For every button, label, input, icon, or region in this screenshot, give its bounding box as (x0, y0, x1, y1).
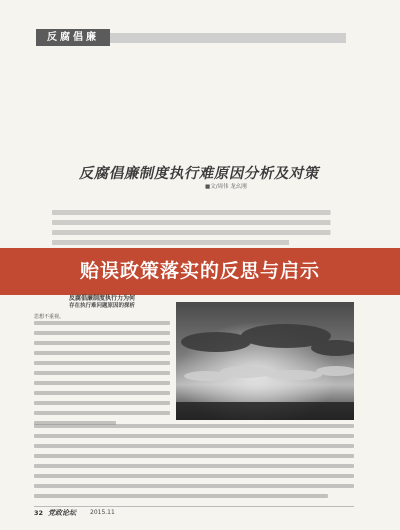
body-text-line (34, 444, 354, 448)
abstract-text-line (52, 210, 342, 215)
abstract-text-line (52, 240, 299, 245)
article-title: 反腐倡廉制度执行难原因分析及对策 (77, 165, 322, 182)
abstract-block (52, 210, 342, 250)
body-text-line (34, 484, 354, 488)
column-text-line (34, 341, 170, 345)
headline-banner (0, 248, 400, 295)
column-text-line (34, 321, 170, 325)
body-text-line (34, 494, 328, 498)
column-text-line (34, 401, 170, 405)
column-text-line (34, 371, 170, 375)
column-subhead: 反腐倡廉制度执行力为何 (68, 295, 135, 302)
body-text-line (34, 454, 354, 458)
column-text-line (34, 351, 170, 355)
byline: ■文/周伟 龙幺刚 (205, 184, 247, 190)
left-text-column (34, 295, 170, 431)
headline-banner-text: 贻误政策落实的反思与启示 (79, 260, 320, 282)
issue-number: 2015.11 (90, 509, 115, 516)
column-subhead-secondary: 存在执行难问题原因的探析 (68, 303, 135, 309)
abstract-text-line (52, 230, 342, 235)
section-tag: 反腐倡廉 (36, 29, 110, 46)
column-first-line: 思想不重视。 (34, 314, 65, 320)
column-text-line (34, 381, 170, 385)
abstract-text-line (52, 220, 342, 225)
bottom-text-block (34, 424, 354, 504)
column-text-line (34, 331, 170, 335)
column-text-line (34, 391, 170, 395)
sky-photo (176, 302, 354, 420)
body-text-line (34, 474, 354, 478)
page-footer (34, 506, 354, 518)
column-text-line (34, 411, 170, 415)
journal-name: 党政论坛 (48, 508, 76, 517)
column-text-line (34, 361, 170, 365)
body-text-line (34, 464, 354, 468)
sky-photo-image (176, 302, 354, 420)
body-text-line (34, 424, 354, 428)
page-number: 32 (34, 509, 44, 517)
body-text-line (34, 434, 354, 438)
